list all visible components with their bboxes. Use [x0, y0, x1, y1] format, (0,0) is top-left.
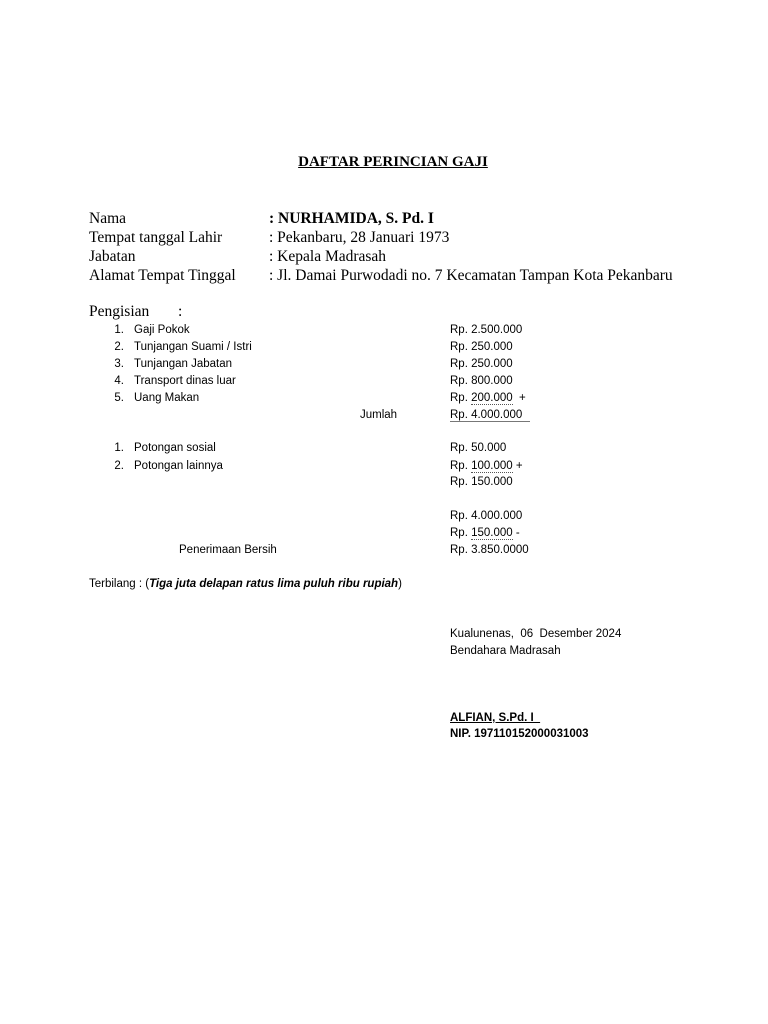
- amount-suffix: +: [512, 392, 526, 404]
- income-item-name: Tunjangan Suami / Istri: [134, 341, 252, 353]
- deduction-item-amount: [450, 460, 523, 472]
- signature-role: Bendahara Madrasah: [450, 645, 561, 657]
- deduction-item-name: Potongan lainnya: [134, 460, 223, 472]
- amount-value: 100.000: [471, 460, 513, 472]
- income-item-name: Tunjangan Jabatan: [134, 358, 233, 370]
- net-deduction: [450, 527, 520, 539]
- amount-value: 150.000: [471, 527, 513, 539]
- deduction-item-name: Potongan sosial: [134, 442, 216, 454]
- alamat-label: Alamat Tempat Tinggal: [89, 267, 236, 284]
- income-item-amount: Rp. 2.500.000: [450, 324, 523, 336]
- income-num: 3.: [114, 358, 124, 370]
- income-item-amount: Rp. 800.000: [450, 375, 513, 387]
- jumlah-amount: [450, 409, 530, 421]
- jumlah-label: Jumlah: [360, 409, 398, 421]
- income-item-amount: Rp. 250.000: [450, 341, 513, 353]
- income-num: 4.: [114, 375, 124, 387]
- deduction-num: 2.: [114, 460, 124, 472]
- income-item-amount: Rp. 250.000: [450, 358, 513, 370]
- signer-nip: NIP. 197110152000031003: [450, 728, 589, 740]
- pengisian-label: Pengisian: [89, 303, 150, 320]
- pengisian-colon: :: [178, 303, 183, 320]
- penerimaan-bersih-label: Penerimaan Bersih: [179, 544, 277, 556]
- jabatan-value: : Kepala Madrasah: [269, 248, 387, 265]
- terbilang-prefix: Terbilang : (: [89, 578, 150, 590]
- income-item-name: Gaji Pokok: [134, 324, 190, 336]
- ttl-label: Tempat tanggal Lahir: [89, 229, 223, 246]
- nama-value: : NURHAMIDA, S. Pd. I: [269, 210, 434, 227]
- jabatan-label: Jabatan: [89, 248, 136, 265]
- amount-suffix: -: [512, 527, 520, 539]
- income-item-name: Transport dinas luar: [134, 375, 236, 387]
- terbilang-text: Tiga juta delapan ratus lima puluh ribu rupiah: [149, 578, 399, 590]
- penerimaan-bersih-amount: Rp. 3.850.0000: [450, 544, 529, 556]
- income-item-name: Uang Makan: [134, 392, 200, 404]
- signer-name: ALFIAN, S.Pd. I: [450, 712, 541, 724]
- document-title: DAFTAR PERINCIAN GAJI: [298, 154, 488, 170]
- deduction-total: Rp. 150.000: [450, 476, 513, 488]
- amount-prefix: Rp.: [450, 527, 472, 539]
- signature-place-date: Kualunenas, 06 Desember 2024: [450, 628, 622, 640]
- terbilang: [89, 578, 402, 590]
- deduction-num: 1.: [114, 442, 124, 454]
- nama-label: Nama: [89, 210, 127, 227]
- amount-suffix: +: [512, 460, 523, 472]
- alamat-value: : Jl. Damai Purwodadi no. 7 Kecamatan Tampan Kota Pekanbaru: [269, 267, 673, 284]
- income-num: 5.: [114, 392, 124, 404]
- jumlah-amount-value: Rp. 4.000.000: [450, 409, 530, 422]
- net-gross: Rp. 4.000.000: [450, 510, 523, 522]
- amount-prefix: Rp.: [450, 392, 472, 404]
- ttl-value: : Pekanbaru, 28 Januari 1973: [269, 229, 450, 246]
- amount-prefix: Rp.: [450, 460, 472, 472]
- income-num: 1.: [114, 324, 124, 336]
- terbilang-suffix: ): [398, 578, 402, 590]
- income-item-amount: [450, 392, 526, 404]
- income-num: 2.: [114, 341, 124, 353]
- amount-value: 200.000: [471, 392, 513, 404]
- deduction-item-amount: Rp. 50.000: [450, 442, 507, 454]
